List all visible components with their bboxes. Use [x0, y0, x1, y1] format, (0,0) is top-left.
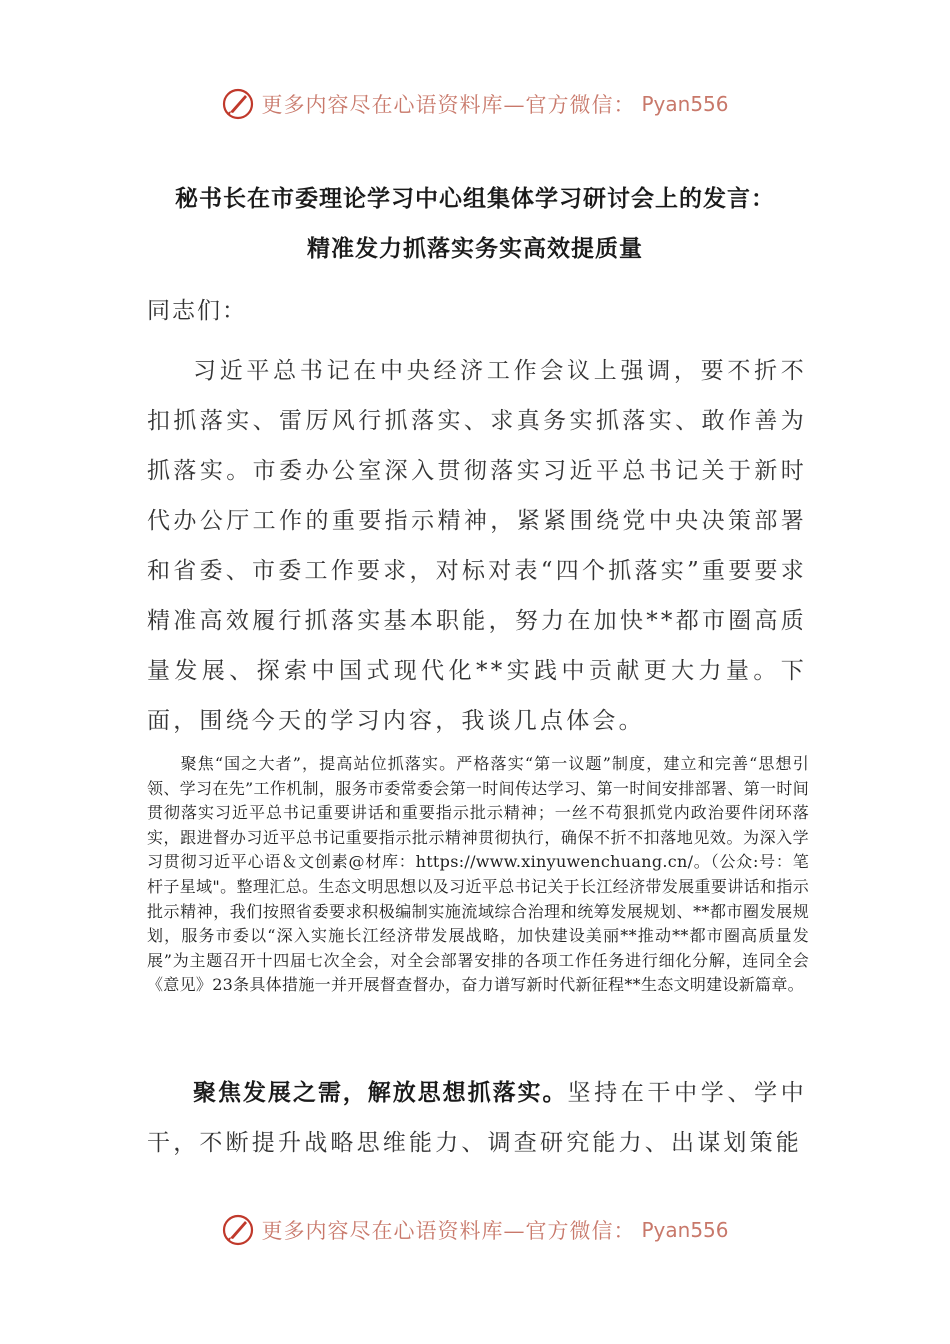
- section-lead-heading: 聚焦发展之需，解放思想抓落实。: [193, 1080, 568, 1106]
- footer-watermark: [0, 1210, 950, 1250]
- body-paragraph-intro: 习近平总书记在中央经济工作会议上强调，要不折不扣抓落实、雷厉风行抓落实、求真务实抓落实、敢作善为抓落实。市委办公室深入贯彻落实习近平总书记关于新时代办公厅工作的重要指示精神，紧紧围绕党中央决策部署和省委、市委工作要求，对标对表“四个抓落实”重要要求精准高效履行抓落实基本职能，努力在加快**都市圈高质量发展、探索中国式现代化**实践中贡献更大力量。下面，围绕今天的学习内容，我谈几点体会。: [147, 358, 807, 734]
- header-watermark: [0, 84, 950, 124]
- salutation: 同志们：: [147, 298, 247, 324]
- document-title-line2: 精准发力抓落实务实高效提质量: [307, 236, 643, 262]
- header-watermark-wechat: Pyan556: [641, 92, 729, 116]
- footer-watermark-wechat: Pyan556: [641, 1218, 729, 1242]
- body-paragraph-section: [147, 1068, 807, 1168]
- footer-watermark-text: 更多内容尽在心语资料库—官方微信：: [261, 1219, 636, 1243]
- quill-logo-icon: [221, 1213, 255, 1247]
- body-paragraph-small: 聚焦“国之大者”，提高站位抓落实。严格落实“第一议题”制度，建立和完善“思想引领、学习在先”工作机制，服务市委常委会第一时间传达学习、第一时间安排部署、第一时间贯彻落实习近平总书记重要讲话和重要指示批示精神；一丝不苟狠抓党内政治要件闭环落实，跟进督办习近平总书记重要指示批示精神贯彻执行，确保不折不扣落地见效。为深入学习贯彻习近平心语＆文创素@材库：https://www.xinyuwenchuang.cn/。（公众:号：笔杆子星域"。整理汇总。生态文明思想以及习近平总书记关于长江经济带发展重要讲话和指示批示精神，我们按照省委要求积极编制实施流域综合治理和统筹发展规划、**都市圈发展规划，服务市委以“深入实施长江经济带发展战略，加快建设美丽**推动**都市圈高质量发展”为主题召开十四届七次全会，对全会部署安排的各项工作任务进行细化分解，连同全会《意见》23条具体措施一并开展督查督办，奋力谱写新时代新征程**生态文明建设新篇章。: [147, 754, 809, 995]
- quill-logo-icon: [221, 87, 255, 121]
- section-body-text: 坚持在干中学、学中干，不断提升战略思维能力、调查研究能力、出谋划策能: [147, 1080, 808, 1156]
- document-title-line1: 秘书长在市委理论学习中心组集体学习研讨会上的发言：: [175, 186, 775, 212]
- header-watermark-text: 更多内容尽在心语资料库—官方微信：: [261, 93, 636, 117]
